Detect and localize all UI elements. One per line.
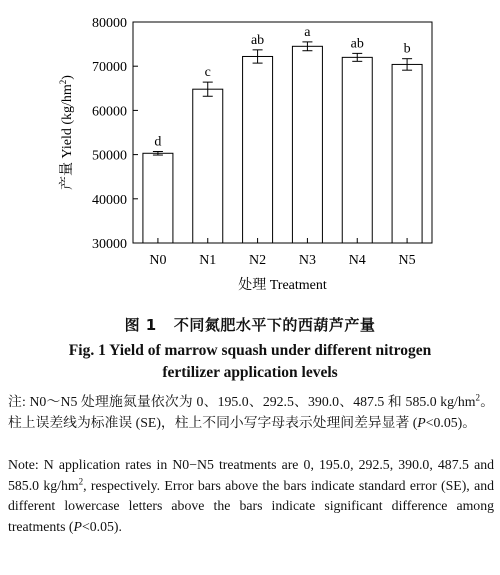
significance-letter: d	[154, 134, 162, 150]
y-tick-label: 40000	[92, 192, 127, 208]
figure-caption-en-line2: fertilizer application levels	[162, 364, 338, 381]
y-axis-label-suffix: )	[60, 75, 75, 80]
y-axis-label-superscript: 2	[58, 79, 68, 85]
significance-letter: ab	[350, 36, 364, 52]
x-tick-label: N5	[398, 253, 416, 268]
figure-caption-zh: 图 1 不同氮肥水平下的西葫芦产量	[124, 316, 376, 334]
y-axis-label-text: 产量 Yield (kg/hm	[60, 84, 75, 190]
bar-n5	[392, 64, 422, 243]
figure-note-zh	[8, 392, 494, 433]
figure-note-en	[8, 455, 494, 537]
note-en-text-1: Note: N application rates in N0−N5 treatments are 0, 195.0, 292.5, 390.0, 487.5 and 585.0 kg/hm	[8, 457, 494, 493]
x-tick-label: N4	[348, 253, 366, 268]
y-tick-label: 30000	[92, 237, 127, 252]
significance-letter: b	[403, 41, 411, 57]
note-zh-text-3: <0.05)。	[425, 414, 477, 430]
significance-letter: ab	[250, 32, 265, 48]
figure-caption-en-line1: Fig. 1 Yield of marrow squash under different nitrogen	[68, 342, 432, 359]
figure-caption-en	[0, 340, 500, 384]
note-zh-text-2: 。柱上误差线为标准误 (SE)，柱上不同小写字母表示处理间差异显著 (	[8, 394, 494, 430]
y-tick-label: 80000	[92, 16, 127, 31]
bar-n3	[292, 46, 322, 243]
x-tick-label: N3	[298, 253, 316, 268]
x-tick-label: N1	[199, 253, 217, 268]
note-en-text-2: , respectively. Error bars above the bars indicate standard error (SE), and different lowercase letters above the bars indicate significant difference among treatments (	[8, 477, 494, 534]
note-zh-p-symbol: P	[417, 414, 426, 430]
bar-n4	[342, 57, 372, 243]
bar-n1	[193, 89, 223, 243]
significance-letter: a	[304, 24, 311, 40]
x-tick-label: N2	[249, 253, 267, 268]
x-tick-label: N0	[149, 253, 167, 268]
y-tick-label: 50000	[92, 148, 127, 164]
significance-letter: c	[204, 65, 211, 81]
note-en-text-3: <0.05).	[81, 518, 122, 534]
y-axis-label	[58, 75, 75, 190]
note-zh-superscript: 2	[475, 392, 480, 403]
y-tick-label: 60000	[92, 104, 127, 120]
bar-n0	[143, 153, 173, 243]
bar-n2	[243, 56, 273, 243]
note-zh-text-1: 注: N0～N5 处理施氮量依次为 0、195.0、292.5、390.0、487.5 和 585.0 kg/hm	[8, 394, 476, 409]
note-en-p-symbol: P	[73, 518, 82, 534]
plot-frame	[133, 22, 432, 243]
y-tick-label: 70000	[92, 60, 127, 76]
note-en-superscript: 2	[78, 475, 84, 486]
x-axis-label: 处理 Treatment	[238, 278, 327, 293]
